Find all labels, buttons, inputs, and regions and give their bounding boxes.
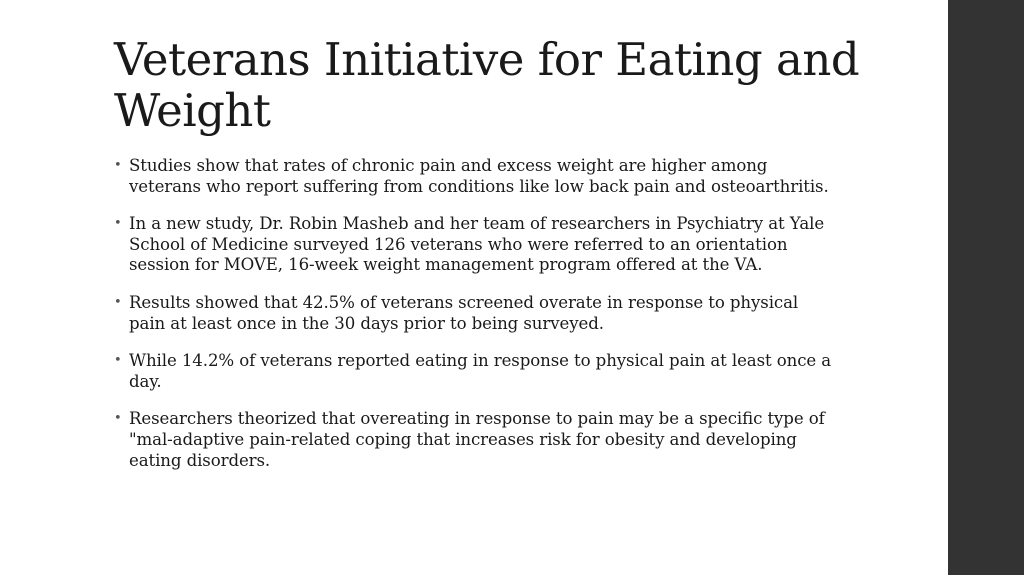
bullet-text: Studies show that rates of chronic pain and excess weight are higher among veterans who report suffering from conditions like low back pain and osteoarthritis.	[129, 156, 829, 196]
bullet-text: Results showed that 42.5% of veterans screened overate in response to physical pain at least once in the 30 days prior to being surveyed.	[129, 292, 799, 333]
bullet-marker: •	[114, 294, 122, 310]
bullet-item	[114, 409, 834, 471]
side-accent-bar	[948, 0, 1024, 575]
bullet-text: Researchers theorized that overeating in response to pain may be a speciﬁc type of "mal-adaptive pain-related coping that increases risk for obesity and developing eating disorders.	[129, 409, 825, 470]
bullet-text: While 14.2% of veterans reported eating in response to physical pain at least once a day.	[129, 351, 832, 391]
bullet-item	[114, 351, 834, 392]
bullet-marker: •	[114, 411, 122, 427]
bullet-item	[114, 214, 834, 276]
bullet-list	[114, 156, 834, 488]
bullet-marker: •	[114, 158, 122, 173]
bullet-item	[114, 293, 834, 334]
bullet-item	[114, 156, 834, 197]
bullet-marker: •	[114, 216, 122, 232]
bullet-marker: •	[114, 353, 122, 369]
bullet-text: In a new study, Dr. Robin Masheb and her team of researchers in Psychiatry at Yale School of Medicine surveyed 126 veterans who were referred to an orientation session for MOVE, 16-week weight management program offered at the VA.	[129, 214, 825, 275]
slide-title: Veterans Initiative for Eating and Weight	[114, 33, 860, 137]
